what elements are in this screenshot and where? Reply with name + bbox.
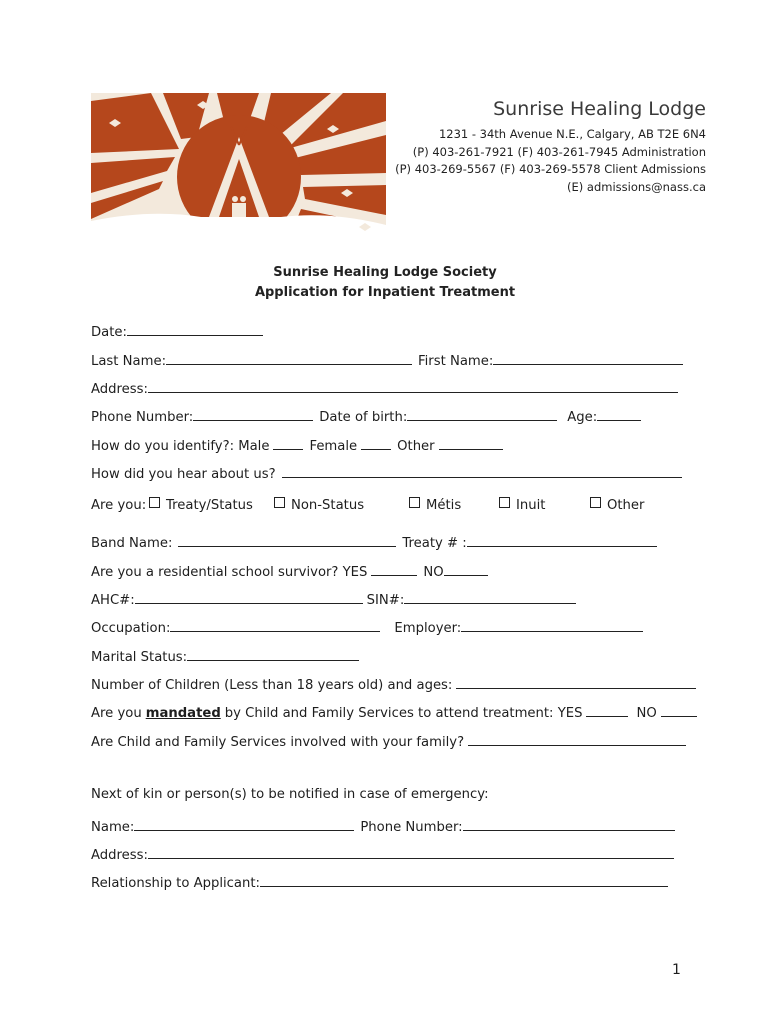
mandated-row [91, 702, 701, 721]
dob-label: Date of birth: [319, 410, 408, 425]
marital-label: Marital Status: [91, 650, 188, 665]
checkbox-icon[interactable] [590, 497, 601, 508]
kin-name-label: Name: [91, 820, 135, 835]
mandated-post-label: by Child and Family Services to attend treatment: YES [224, 706, 583, 721]
inuit-label: Inuit [516, 498, 546, 513]
employer-field[interactable] [461, 617, 643, 632]
status-row [91, 498, 691, 518]
date-field[interactable] [127, 321, 263, 336]
female-label: Female [309, 439, 358, 454]
name-row [91, 350, 687, 369]
org-address: 1231 - 34th Avenue N.E., Calgary, AB T2E 6N4 [438, 127, 706, 141]
mandated-emphasis: mandated [145, 706, 221, 721]
other-label: Other [397, 439, 435, 454]
date-row [91, 321, 267, 340]
hear-field[interactable] [282, 463, 682, 478]
identify-row [91, 435, 507, 454]
kin-name-row [91, 816, 679, 835]
treaty-status-label: Treaty/Status [166, 498, 253, 513]
employer-label: Employer: [394, 621, 462, 636]
band-name-field[interactable] [178, 532, 396, 547]
org-phone-admin: (P) 403-261-7921 (F) 403-261-7945 Administration [412, 144, 706, 159]
checkbox-icon[interactable] [499, 497, 510, 508]
page-number: 1 [672, 962, 681, 978]
occupation-row [91, 617, 647, 636]
kin-address-label: Address: [91, 848, 148, 863]
hear-row [91, 463, 686, 482]
phone-row [91, 406, 645, 425]
mandated-yes-field[interactable] [586, 702, 628, 717]
checkbox-icon[interactable] [409, 497, 420, 508]
ahc-row [91, 589, 580, 608]
occupation-field[interactable] [170, 617, 380, 632]
band-row [91, 532, 661, 551]
sunrise-lodge-logo [91, 93, 386, 243]
kin-address-field[interactable] [148, 844, 674, 859]
mandated-pre-label: Are you [91, 706, 142, 721]
band-name-label: Band Name: [91, 536, 173, 551]
cfs-label: Are Child and Family Services involved with your family? [91, 735, 465, 750]
treaty-no-label: Treaty # : [402, 536, 467, 551]
residential-no-field[interactable] [444, 561, 488, 576]
treaty-no-field[interactable] [467, 532, 657, 547]
address-row [91, 378, 682, 397]
kin-name-field[interactable] [134, 816, 354, 831]
org-email: (E) admissions@nass.ca [567, 179, 706, 194]
marital-field[interactable] [187, 646, 359, 661]
dob-field[interactable] [407, 406, 557, 421]
sin-field[interactable] [404, 589, 576, 604]
org-header [395, 98, 706, 196]
residential-yes-field[interactable] [371, 561, 417, 576]
address-field[interactable] [148, 378, 678, 393]
other-status-label: Other [607, 498, 645, 513]
age-field[interactable] [597, 406, 641, 421]
non-status-label: Non-Status [291, 498, 365, 513]
children-label: Number of Children (Less than 18 years old) and ages: [91, 678, 453, 693]
first-name-field[interactable] [493, 350, 683, 365]
age-label: Age: [567, 410, 598, 425]
last-name-label: Last Name: [91, 354, 167, 369]
org-name: Sunrise Healing Lodge [493, 98, 706, 120]
relationship-field[interactable] [260, 872, 668, 887]
ahc-field[interactable] [135, 589, 363, 604]
kin-heading-row [91, 787, 489, 802]
female-field[interactable] [361, 435, 391, 450]
phone-label: Phone Number: [91, 410, 194, 425]
sin-label: SIN#: [366, 593, 405, 608]
other-field[interactable] [439, 435, 503, 450]
kin-address-row [91, 844, 678, 863]
org-phone-client: (P) 403-269-5567 (F) 403-269-5578 Client Admissions [395, 162, 706, 176]
ahc-label: AHC#: [91, 593, 135, 608]
relationship-label: Relationship to Applicant: [91, 876, 260, 891]
identify-label: How do you identify?: Male [91, 439, 270, 454]
mandated-no-field[interactable] [661, 702, 697, 717]
metis-label: Métis [426, 498, 462, 513]
mandated-no-label: NO [636, 706, 657, 721]
phone-field[interactable] [193, 406, 313, 421]
treaty-status-option[interactable] [149, 498, 253, 513]
residential-label: Are you a residential school survivor? YES [91, 565, 368, 580]
non-status-option[interactable] [274, 498, 364, 513]
residential-no-label: NO [423, 565, 444, 580]
are-you-label: Are you: [91, 498, 147, 513]
checkbox-icon[interactable] [149, 497, 160, 508]
kin-phone-field[interactable] [463, 816, 675, 831]
kin-phone-label: Phone Number: [360, 820, 463, 835]
date-label: Date: [91, 325, 127, 340]
document-subtitle: Application for Inpatient Treatment [254, 285, 516, 300]
male-field[interactable] [273, 435, 303, 450]
inuit-option[interactable] [499, 498, 545, 513]
children-field[interactable] [456, 674, 696, 689]
relationship-row [91, 872, 672, 891]
other-status-option[interactable] [590, 498, 644, 513]
children-row [91, 674, 700, 693]
next-of-kin-label: Next of kin or person(s) to be notified in case of emergency: [91, 787, 489, 802]
occupation-label: Occupation: [91, 621, 171, 636]
cfs-field[interactable] [468, 731, 686, 746]
first-name-label: First Name: [418, 354, 494, 369]
last-name-field[interactable] [166, 350, 412, 365]
metis-option[interactable] [409, 498, 461, 513]
hear-label: How did you hear about us? [91, 467, 276, 482]
marital-row [91, 646, 363, 665]
address-label: Address: [91, 382, 148, 397]
cfs-row [91, 731, 690, 750]
document-title: Sunrise Healing Lodge Society [273, 265, 497, 280]
residential-row [91, 561, 492, 580]
checkbox-icon[interactable] [274, 497, 285, 508]
